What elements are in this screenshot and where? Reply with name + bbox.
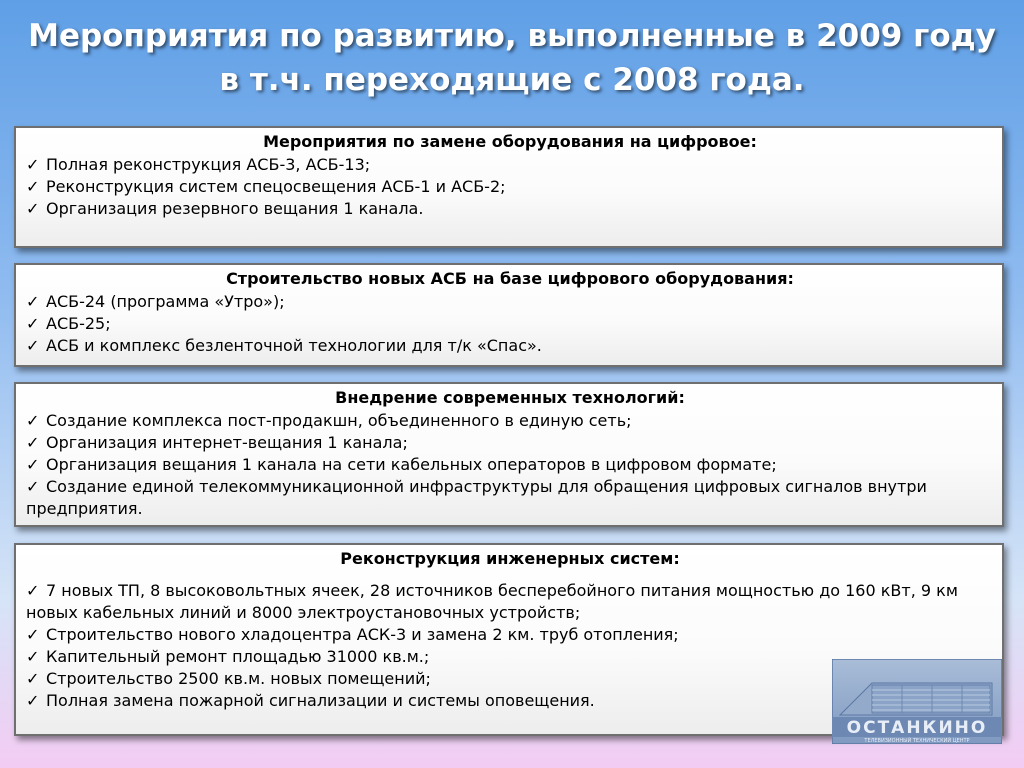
list-item-text: Организация интернет-вещания 1 канала; (46, 433, 408, 452)
list-item-text: Капительный ремонт площадью 31000 кв.м.; (46, 647, 430, 666)
logo-text: ОСТАНКИНО (846, 718, 988, 738)
list-item-text: Организация вещания 1 канала на сети кабельных операторов в цифровом формате; (46, 455, 777, 474)
list-item (26, 410, 994, 432)
list-item-text: Полная реконструкция АСБ-3, АСБ-13; (46, 155, 371, 174)
list-item-text: АСБ-25; (46, 314, 111, 333)
panel-modern-technologies (14, 382, 1004, 527)
list-item-text: Реконструкция систем спецосвещения АСБ-1 и АСБ-2; (46, 177, 506, 196)
panel-digital-equipment (14, 126, 1004, 248)
panel-heading: Внедрение современных технологий: (335, 388, 685, 407)
list-item-text: 7 новых ТП, 8 высоковольтных ячеек, 28 источников бесперебойного питания мощностью до 160 кВт, 9 км новых кабельных линий и 8000 электроустановочных устройств; (26, 581, 958, 622)
check-icon: ✓ (26, 647, 40, 666)
check-icon: ✓ (26, 292, 40, 311)
ostankino-logo (832, 659, 1002, 744)
list-item-text: Полная замена пожарной сигнализации и системы оповещения. (46, 691, 595, 710)
check-icon: ✓ (26, 314, 40, 333)
list-item (26, 291, 994, 313)
list-item-text: Строительство 2500 кв.м. новых помещений; (46, 669, 431, 688)
list-item-text: Организация резервного вещания 1 канала. (46, 199, 424, 218)
list-item-text: Строительство нового хладоцентра АСК-3 и замена 2 км. труб отопления; (46, 625, 679, 644)
list-item (26, 198, 994, 220)
check-icon: ✓ (26, 691, 40, 710)
slide-title (0, 14, 1024, 102)
list-item (26, 176, 994, 198)
list-item (26, 454, 994, 476)
panel-heading: Мероприятия по замене оборудования на цифровое: (263, 132, 757, 151)
title-line-1: Мероприятия по развитию, выполненные в 2009 году (28, 18, 996, 54)
check-icon: ✓ (26, 581, 40, 600)
list-item (26, 624, 994, 646)
list-item (26, 580, 994, 624)
panel-new-studios (14, 263, 1004, 367)
check-icon: ✓ (26, 336, 40, 355)
check-icon: ✓ (26, 199, 40, 218)
panel-heading: Реконструкция инженерных систем: (340, 549, 680, 568)
list-item (26, 154, 994, 176)
list-item (26, 432, 994, 454)
check-icon: ✓ (26, 433, 40, 452)
logo-subtext: ТЕЛЕВИЗИОННЫЙ ТЕХНИЧЕСКИЙ ЦЕНТР (864, 738, 970, 744)
check-icon: ✓ (26, 625, 40, 644)
list-item-text: Создание единой телекоммуникационной инфраструктуры для обращения цифровых сигналов внутри предприятия. (26, 477, 927, 518)
check-icon: ✓ (26, 155, 40, 174)
list-item-text: АСБ-24 (программа «Утро»); (46, 292, 285, 311)
check-icon: ✓ (26, 477, 40, 496)
title-line-2: в т.ч. переходящие с 2008 года. (219, 62, 805, 98)
list-item-text: АСБ и комплекс безленточной технологии для т/к «Спас». (46, 336, 542, 355)
check-icon: ✓ (26, 177, 40, 196)
list-item-text: Создание комплекса пост-продакшн, объединенного в единую сеть; (46, 411, 632, 430)
list-item (26, 476, 994, 520)
check-icon: ✓ (26, 411, 40, 430)
check-icon: ✓ (26, 669, 40, 688)
panel-heading: Строительство новых АСБ на базе цифрового оборудования: (226, 269, 794, 288)
check-icon: ✓ (26, 455, 40, 474)
list-item (26, 335, 994, 357)
list-item (26, 313, 994, 335)
